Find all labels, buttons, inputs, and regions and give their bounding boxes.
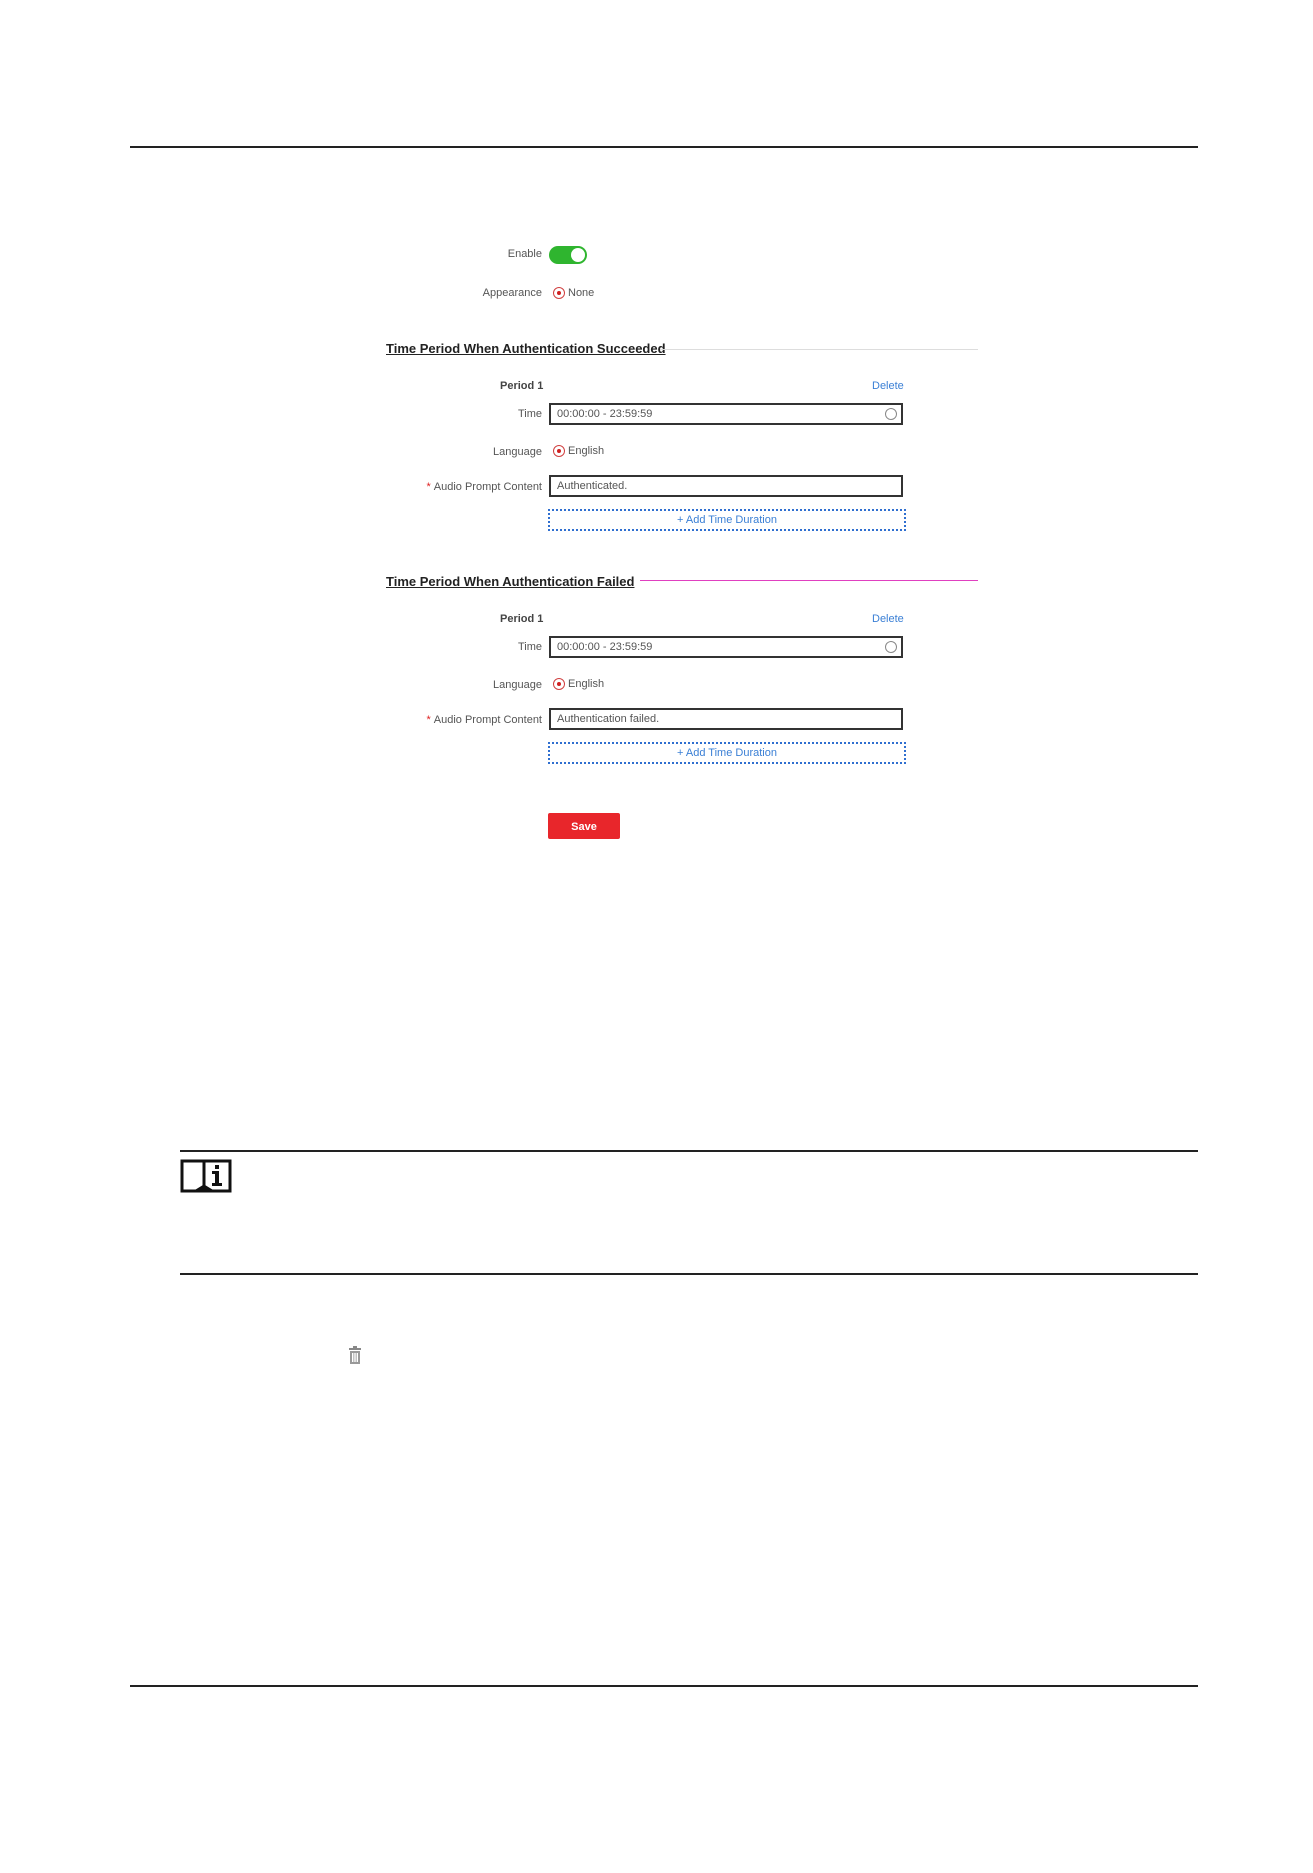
note-book-info-icon: [180, 1157, 232, 1195]
failed-audio-label-text: Audio Prompt Content: [433, 714, 542, 726]
required-mark: *: [426, 714, 431, 726]
note-top-rule: [180, 1150, 1198, 1152]
success-section-rule: [660, 349, 978, 350]
failed-audio-input[interactable]: [549, 708, 903, 730]
audio-prompt-form: [0, 0, 1313, 900]
required-mark: *: [426, 481, 431, 493]
failed-language-label: Language: [493, 679, 542, 691]
failed-audio-label: [342, 714, 542, 726]
appearance-value: None: [568, 287, 595, 299]
appearance-radio[interactable]: [553, 287, 565, 299]
failed-time-field[interactable]: [549, 636, 903, 658]
clock-icon: [885, 408, 897, 420]
success-audio-label-text: Audio Prompt Content: [433, 481, 542, 493]
success-language-value: English: [568, 445, 605, 457]
failed-period-label: Period 1: [500, 613, 544, 625]
failed-audio-value: Authentication failed.: [557, 713, 660, 725]
save-button[interactable]: Save: [548, 813, 620, 839]
failed-delete-link[interactable]: Delete: [872, 613, 904, 625]
success-time-label: Time: [517, 408, 542, 420]
trash-icon: [348, 1346, 362, 1364]
failed-add-duration-button[interactable]: + Add Time Duration: [548, 742, 906, 764]
footer-rule: [130, 1685, 1198, 1687]
success-time-value: 00:00:00 - 23:59:59: [557, 408, 653, 420]
success-audio-value: Authenticated.: [557, 480, 628, 492]
failed-section-rule: [640, 580, 978, 581]
note-bottom-rule: [180, 1273, 1198, 1275]
success-delete-link[interactable]: Delete: [872, 380, 904, 392]
failed-language-radio[interactable]: [553, 678, 565, 690]
success-section-title: Time Period When Authentication Succeeded: [386, 341, 666, 356]
enable-toggle[interactable]: [549, 246, 587, 264]
success-audio-label: [342, 481, 542, 493]
success-time-field[interactable]: [549, 403, 903, 425]
clock-icon: [885, 641, 897, 653]
failed-time-label: Time: [517, 641, 542, 653]
success-audio-input[interactable]: [549, 475, 903, 497]
success-language-radio[interactable]: [553, 445, 565, 457]
failed-section-title: Time Period When Authentication Failed: [386, 574, 635, 589]
failed-language-value: English: [568, 678, 605, 690]
failed-time-value: 00:00:00 - 23:59:59: [557, 641, 653, 653]
appearance-label: Appearance: [482, 287, 542, 299]
success-add-duration-button[interactable]: + Add Time Duration: [548, 509, 906, 531]
enable-label: Enable: [507, 248, 542, 260]
success-language-label: Language: [493, 446, 542, 458]
success-period-label: Period 1: [500, 380, 544, 392]
